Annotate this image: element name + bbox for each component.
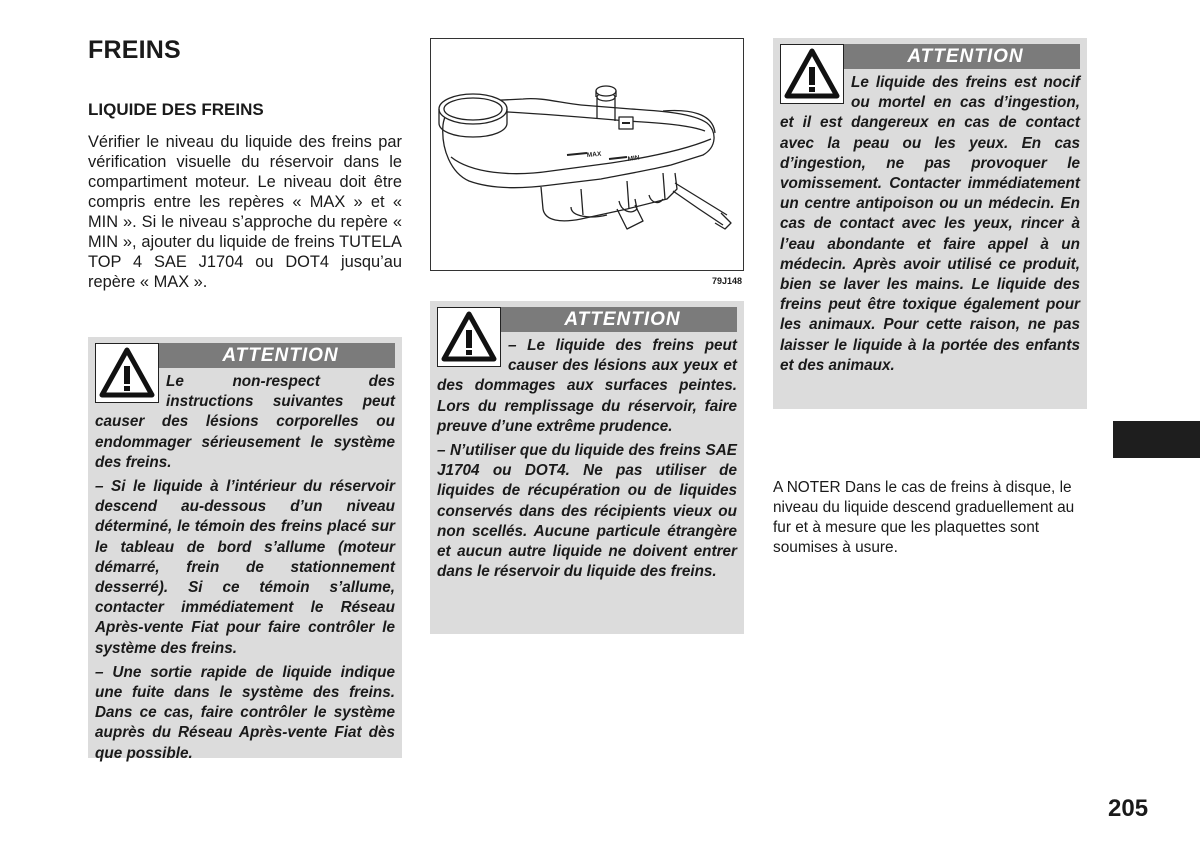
attention-heading: ATTENTION	[95, 343, 395, 368]
attention-heading: ATTENTION	[780, 44, 1080, 69]
section-title: LIQUIDE DES FREINS	[88, 100, 264, 119]
warning-triangle-icon	[95, 343, 159, 403]
reservoir-illustration	[431, 39, 743, 270]
page-title: FREINS	[88, 36, 181, 64]
warning-paragraph: Le liquide des freins est nocif ou mortel en cas d’ingestion, et il est dangereux en cas de contact avec la peau ou les yeux. En cas d’ingestion, ne pas provoquer le vomissement. Contacter immédiatement un centre antipoison ou un médecin. En cas de contact avec les yeux, rincer à l’eau abondante et faire appel à un médecin. Après avoir utilisé ce produit, bien se laver les mains. Le liquide des freins peut être toxique également pour les animaux. Pour cette raison, ne pas laisser le liquide à la portée des enfants et des animaux.	[780, 74, 1080, 374]
figure-code: 79J148	[712, 276, 743, 286]
attention-box-middle	[430, 301, 744, 634]
brake-fluid-reservoir-figure	[430, 38, 744, 271]
warning-paragraph: – Une sortie rapide de liquide indique une fuite dans le système des freins. Dans ce cas, faire contrôler le système auprès du Réseau Après-vente Fiat dès que possible.	[95, 663, 395, 762]
attention-box-left	[88, 337, 402, 762]
intro-paragraph: Vérifier le niveau du liquide des freins par vérification visuelle du réservoir dans le compartiment moteur. Le niveau doit être compris entre les repères « MAX » et « MIN ». Si le niveau s’approche du repère « MIN », ajouter du liquide de freins TUTELA TOP 4 SAE J1704 ou DOT4 jusqu’au repère « MAX ».	[88, 133, 402, 291]
warning-triangle-icon	[780, 44, 844, 104]
max-mark-label: MAX	[586, 150, 602, 159]
warning-paragraph: – N’utiliser que du liquide des freins SAE J1704 ou DOT4. Ne pas utiliser de liquides de récupération ou de liquides conservés dans des récipients vieux ou non scellés. Aucune particule étrangère et aucun autre liquide ne doivent entrer dans le réservoir du liquide des freins.	[437, 442, 737, 581]
warning-paragraph: – Le liquide des freins peut causer des lésions aux yeux et des dommages aux surfaces peintes. Lors du remplissage du réservoir, faire preuve d’une extrême prudence.	[437, 337, 737, 435]
attention-box-right	[773, 38, 1087, 409]
note-paragraph: A NOTER Dans le cas de freins à disque, le niveau du liquide descend graduellement au fur et à mesure que les plaquettes sont soumises à usure.	[773, 479, 1075, 556]
warning-paragraph: Le non-respect des instructions suivantes peut causer des lésions corporelles ou endommager sérieusement le système des freins.	[95, 373, 395, 471]
section-thumb-tab	[1113, 421, 1200, 458]
min-mark-label: MIN	[627, 154, 641, 163]
warning-paragraph: – Si le liquide à l’intérieur du réservoir descend au-dessous d’un niveau déterminé, le témoin des freins placé sur le tableau de bord s’allume (moteur démarré, frein de stationnement desserré). Si ce témoin s’allume, contacter immédiatement le Réseau Après-vente Fiat pour faire contrôler le système des freins.	[95, 478, 395, 657]
page-number: 205	[1108, 795, 1149, 822]
warning-triangle-icon	[437, 307, 501, 367]
attention-heading: ATTENTION	[437, 307, 737, 332]
